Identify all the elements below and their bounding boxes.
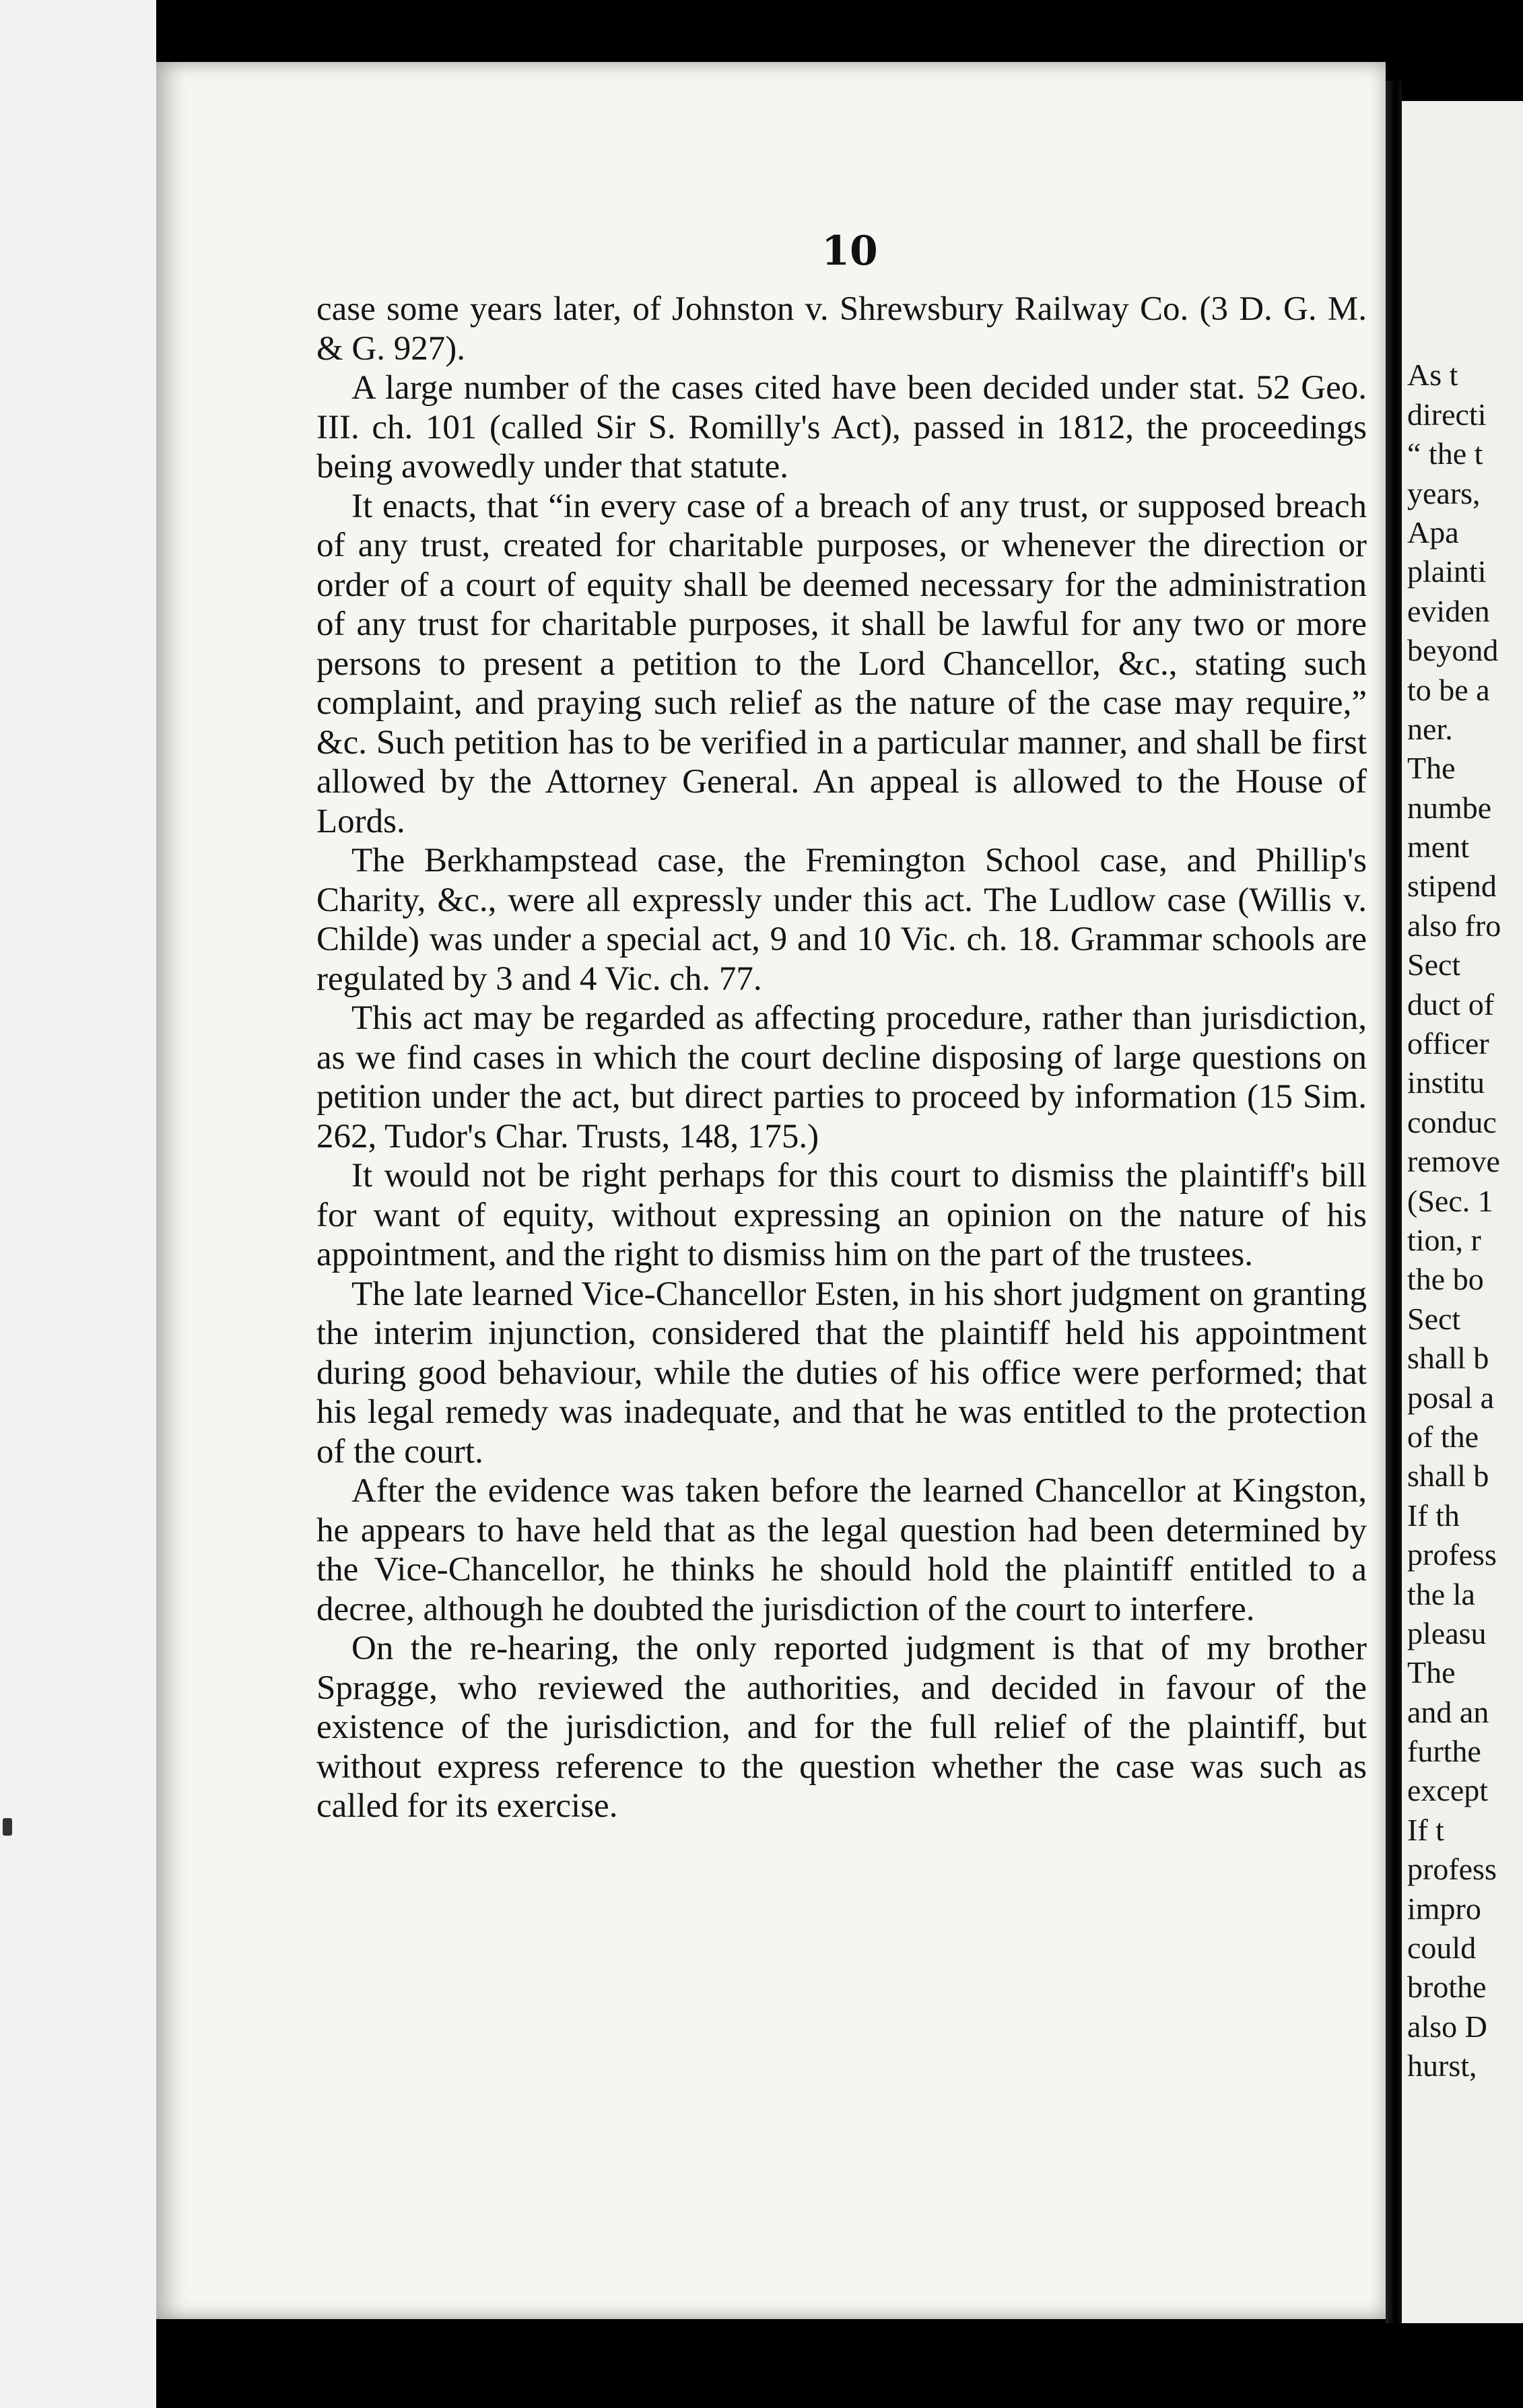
facing-page-line: also D xyxy=(1407,2009,1487,2044)
paragraph: A large number of the cases cited have been decided under stat. 52 Geo. III. ch. 101 (called Sir S. Romilly's Act), passed in 1812, the proceedings being avowedly under that statute. xyxy=(316,369,1367,486)
facing-page-line: eviden xyxy=(1407,593,1490,628)
facing-page-line: conduc xyxy=(1407,1104,1497,1139)
paragraph: The Berkhampstead case, the Fremington School case, and Phillip's Charity, &c., were all expressly under this act. The Ludlow case (Willis v. Childe) was under a special act, 9 and 10 Vic. ch. 18. Grammar schools are regulated by 3 and 4 Vic. ch. 77. xyxy=(316,842,1367,998)
facing-page-line: The xyxy=(1407,751,1456,786)
facing-page-line: If th xyxy=(1407,1498,1460,1533)
facing-page-line: shall b xyxy=(1407,1341,1489,1376)
paragraph: After the evidence was taken before the learned Chancellor at Kingston, he appears to have held that as the legal question had been determined by the Vice-Chancellor, he thinks he should hold the plaintiff entitled to a decree, although he doubted the jurisdiction of the court to interfere. xyxy=(316,1472,1367,1628)
page-gutter xyxy=(1386,81,1402,2323)
facing-page-line: brothe xyxy=(1407,1970,1487,2005)
facing-page-line: shall b xyxy=(1407,1459,1489,1494)
facing-page-line: years, xyxy=(1407,475,1481,510)
page-number: 10 xyxy=(821,228,878,275)
facing-page-line: tion, r xyxy=(1407,1222,1481,1257)
facing-page-line: The xyxy=(1407,1655,1456,1690)
facing-page-line: could xyxy=(1407,1931,1477,1966)
facing-page-line: numbe xyxy=(1407,790,1492,825)
paragraph: On the re-hearing, the only reported judgment is that of my brother Spragge, who reviewed the authorities, and decided in favour of the existence of the jurisdiction, and for the full relief of the plaintiff, but without express reference to the question whether the case was such as called for its exercise. xyxy=(316,1630,1367,1825)
paragraph: This act may be regarded as affecting procedure, rather than jurisdiction, as we find cases in which the court decline disposing of large questions on petition under the act, but direct parties to proceed by information (15 Sim. 262, Tudor's Char. Trusts, 148, 175.) xyxy=(316,999,1367,1156)
facing-page-line: also fro xyxy=(1407,908,1501,943)
paragraph: It enacts, that “in every case of a breach of any trust, or supposed breach of any trust, created for charitable purposes, or whenever the direction or order of a court of equity shall be deemed necessary for the administration of any trust for charitable purposes, it shall be lawful for any two or more persons to present a petition to the Lord Chancellor, &c., stating such complaint, and praying such relief as the nature of the case may require,” &c. Such petition has to be verified in a particular manner, and shall be first allowed by the Attorney General. An appeal is allowed to the House of Lords. xyxy=(316,487,1367,840)
facing-page-line: the la xyxy=(1407,1576,1475,1611)
facing-page-line: officer xyxy=(1407,1026,1489,1061)
facing-page-line: stipend xyxy=(1407,869,1497,904)
facing-page-line: to be a xyxy=(1407,672,1490,707)
facing-page-line: remove xyxy=(1407,1144,1500,1179)
paragraph: It would not be right perhaps for this court to dismiss the plaintiff's bill for want of equity, without expressing an opinion on the nature of his appointment, and the right to dismiss him on the part of the trustees. xyxy=(316,1157,1367,1273)
paragraph: The late learned Vice-Chancellor Esten, in his short judgment on granting the interim injunction, considered that the plaintiff held his appointment during good behaviour, while the duties of his office were performed; that his legal remedy was inadequate, and that he was entitled to the protection of the court. xyxy=(316,1275,1367,1471)
page-body xyxy=(316,290,1367,1826)
facing-page-line xyxy=(1407,316,1523,356)
facing-page-line: impro xyxy=(1407,1891,1481,1926)
facing-page-line: the bo xyxy=(1407,1262,1484,1297)
facing-page-line: directi xyxy=(1407,397,1487,432)
facing-page-line: of the xyxy=(1407,1419,1479,1454)
facing-page-text xyxy=(1407,316,1523,2086)
facing-page-line: (Sec. 1 xyxy=(1407,1183,1493,1218)
facing-page-line: If t xyxy=(1407,1812,1444,1847)
facing-page-line: ner. xyxy=(1407,711,1453,746)
facing-page-line: As t xyxy=(1407,358,1458,393)
facing-page-line: posal a xyxy=(1407,1380,1495,1415)
facing-page-line: profess xyxy=(1407,1852,1497,1887)
facing-page-line: ment xyxy=(1407,830,1469,865)
scan-margin xyxy=(0,0,156,2408)
facing-page-line: pleasu xyxy=(1407,1615,1487,1650)
facing-page-line: hurst, xyxy=(1407,2048,1477,2083)
facing-page-line: “ the t xyxy=(1407,436,1483,471)
facing-page-line: furthe xyxy=(1407,1734,1481,1769)
facing-page-line: Sect xyxy=(1407,947,1461,982)
facing-page-line: except xyxy=(1407,1773,1489,1808)
facing-page-line: Apa xyxy=(1407,514,1459,549)
facing-page-line: institu xyxy=(1407,1065,1485,1100)
scan-speck xyxy=(3,1818,12,1836)
facing-page-line: Sect xyxy=(1407,1301,1461,1336)
paragraph: case some years later, of Johnston v. Shrewsbury Railway Co. (3 D. G. M. & G. 927). xyxy=(316,290,1367,368)
facing-page-line: plainti xyxy=(1407,554,1487,589)
facing-page-line: and an xyxy=(1407,1694,1489,1729)
facing-page-line: profess xyxy=(1407,1537,1497,1572)
facing-page-line: duct of xyxy=(1407,986,1495,1022)
facing-page-line: beyond xyxy=(1407,633,1499,668)
